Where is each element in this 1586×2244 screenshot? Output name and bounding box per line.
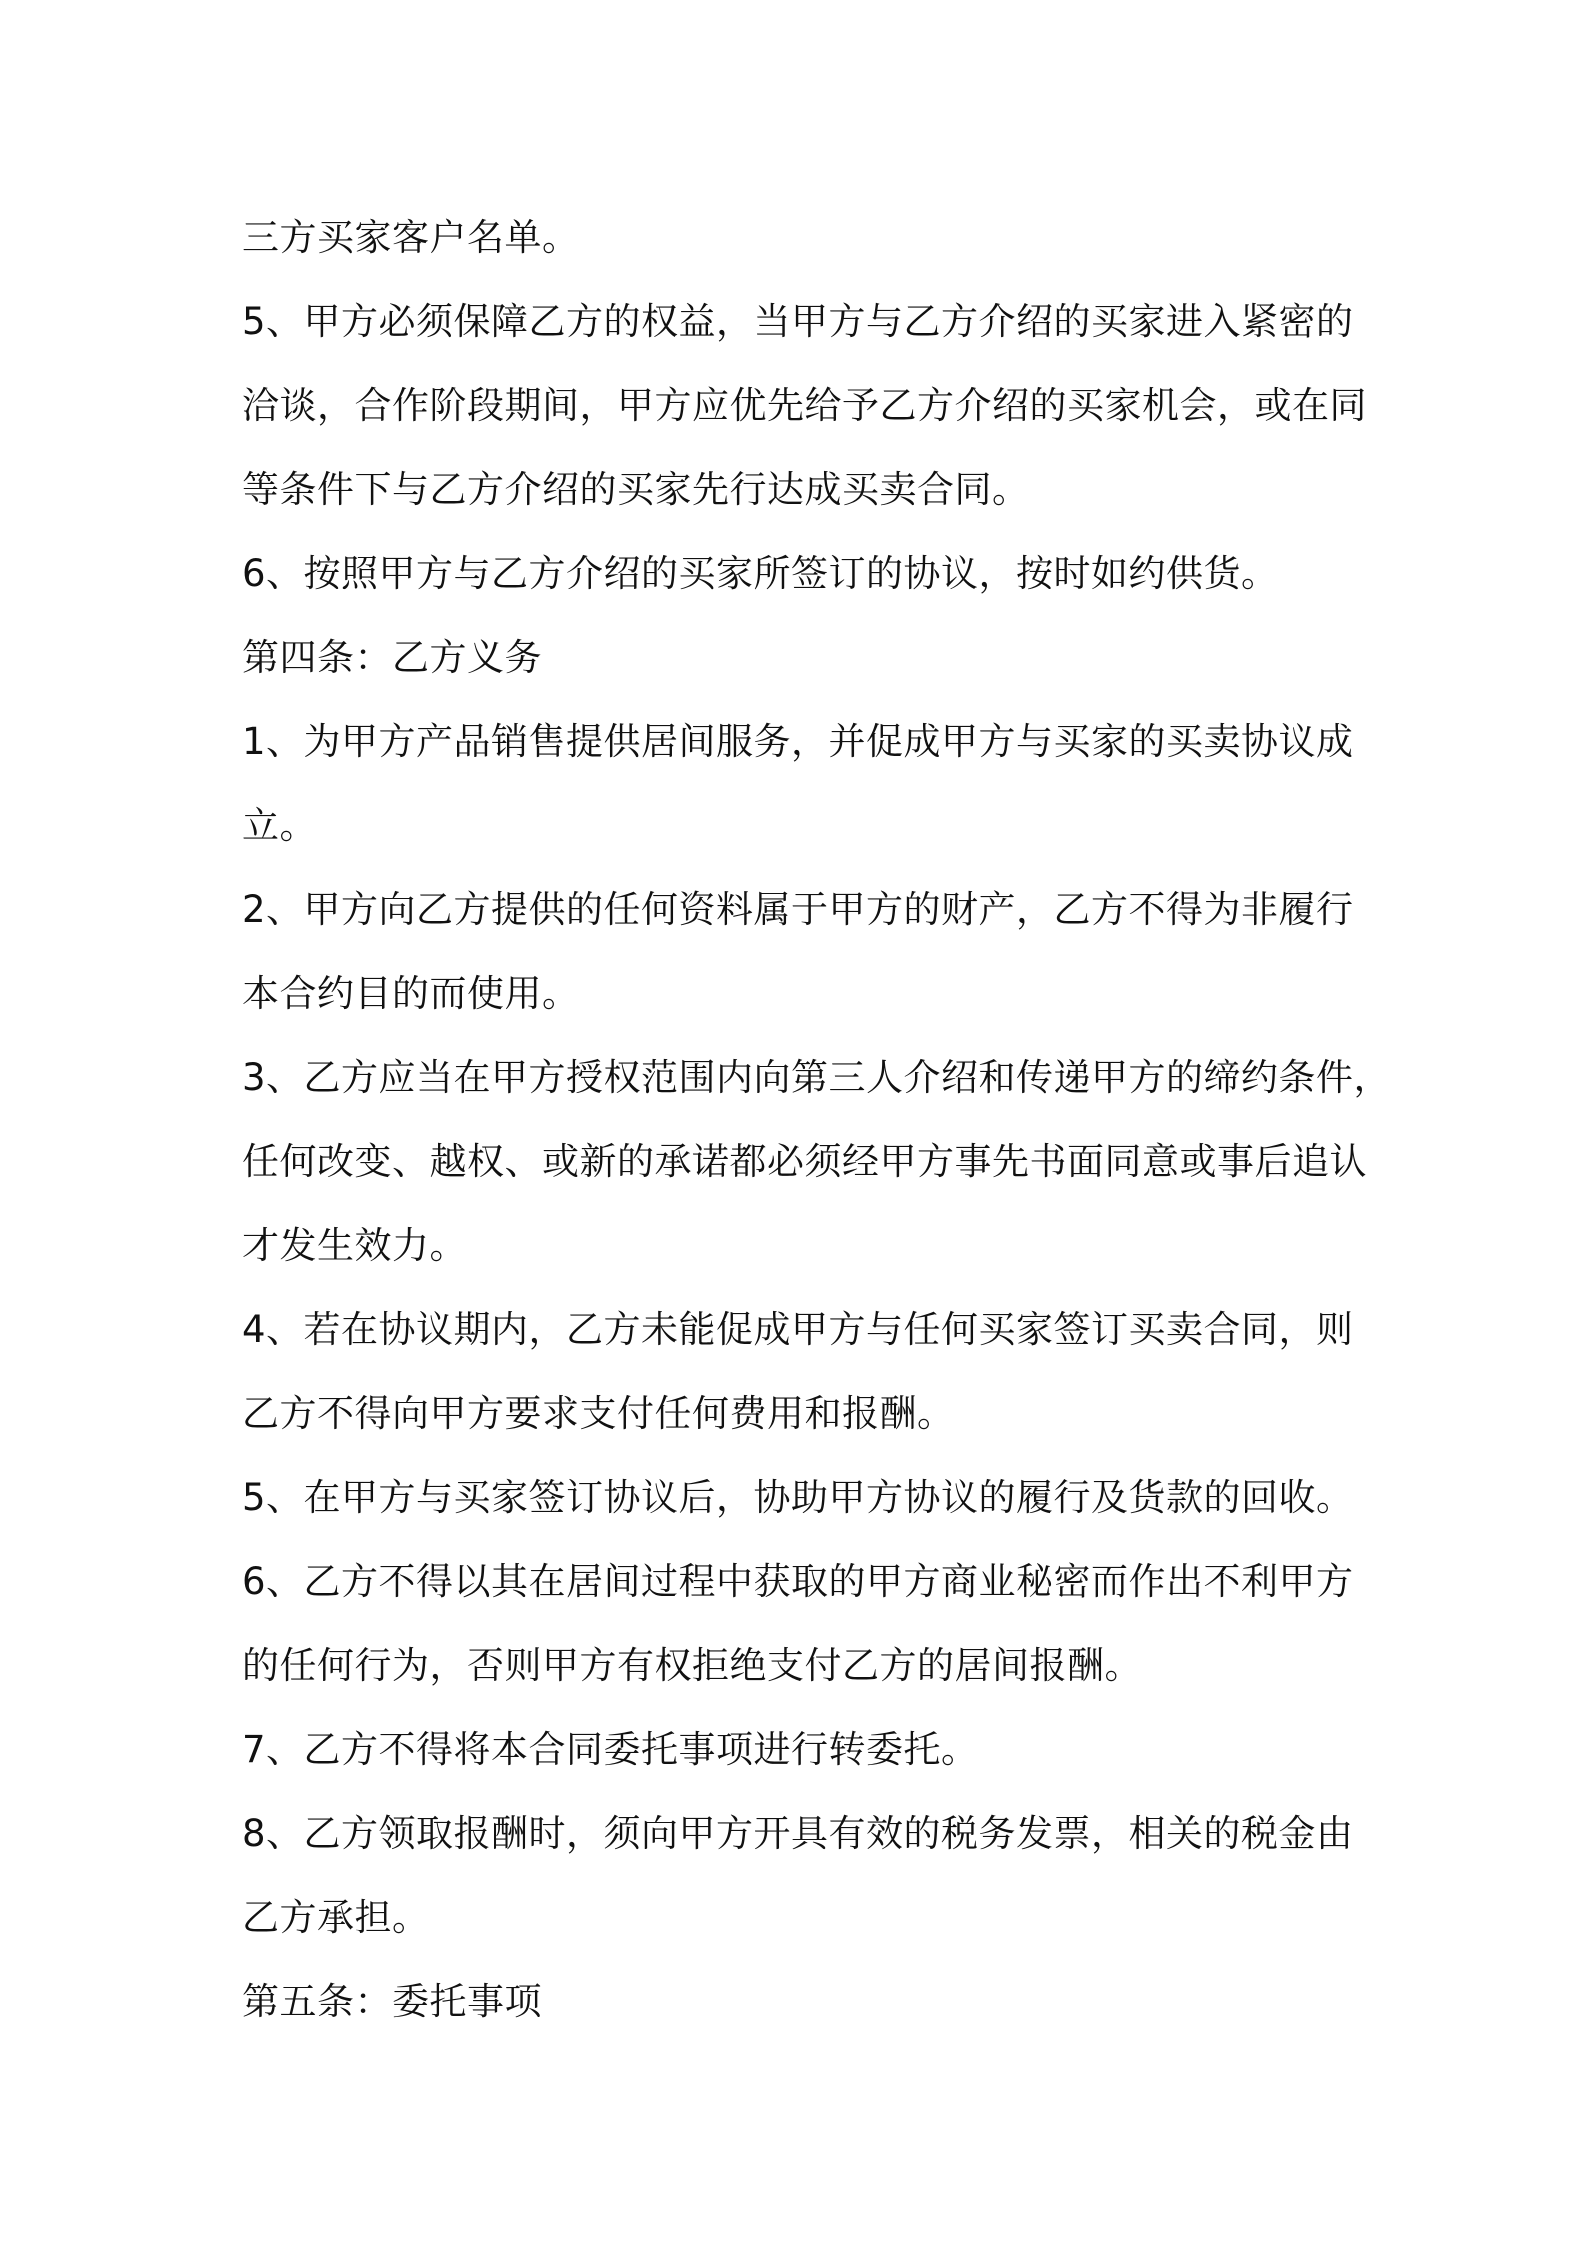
text-line: 的任何行为，否则甲方有权拒绝支付乙方的居间报酬。 — [242, 1644, 1142, 1687]
text-line: 5、甲方必须保障乙方的权益，当甲方与乙方介绍的买家进入紧密的 — [242, 300, 1354, 343]
text-line: 本合约目的而使用。 — [242, 972, 580, 1015]
text-line: 才发生效力。 — [242, 1224, 467, 1267]
text-line: 乙方不得向甲方要求支付任何费用和报酬。 — [242, 1392, 955, 1435]
text-line: 4、若在协议期内，乙方未能促成甲方与任何买家签订买卖合同，则 — [242, 1308, 1354, 1351]
text-line: 7、乙方不得将本合同委托事项进行转委托。 — [242, 1728, 979, 1771]
section-heading: 第五条：委托事项 — [242, 1980, 542, 2023]
text-line: 等条件下与乙方介绍的买家先行达成买卖合同。 — [242, 468, 1030, 511]
text-line: 8、乙方领取报酬时，须向甲方开具有效的税务发票，相关的税金由 — [242, 1812, 1354, 1855]
text-line: 5、在甲方与买家签订协议后，协助甲方协议的履行及货款的回收。 — [242, 1476, 1354, 1519]
document-body — [242, 196, 1392, 2044]
text-line: 2、甲方向乙方提供的任何资料属于甲方的财产，乙方不得为非履行 — [242, 888, 1354, 931]
text-line: 任何改变、越权、或新的承诺都必须经甲方事先书面同意或事后追认 — [242, 1140, 1367, 1183]
text-line: 6、按照甲方与乙方介绍的买家所签订的协议，按时如约供货。 — [242, 552, 1279, 595]
text-line: 洽谈，合作阶段期间，甲方应优先给予乙方介绍的买家机会，或在同 — [242, 384, 1367, 427]
text-line: 6、乙方不得以其在居间过程中获取的甲方商业秘密而作出不利甲方 — [242, 1560, 1354, 1603]
section-heading: 第四条：乙方义务 — [242, 636, 542, 679]
text-line: 三方买家客户名单。 — [242, 216, 580, 259]
text-line: 立。 — [242, 804, 317, 847]
text-line: 乙方承担。 — [242, 1896, 430, 1939]
text-line: 1、为甲方产品销售提供居间服务，并促成甲方与买家的买卖协议成 — [242, 720, 1354, 763]
text-line: 3、乙方应当在甲方授权范围内向第三人介绍和传递甲方的缔约条件， — [242, 1056, 1392, 1099]
